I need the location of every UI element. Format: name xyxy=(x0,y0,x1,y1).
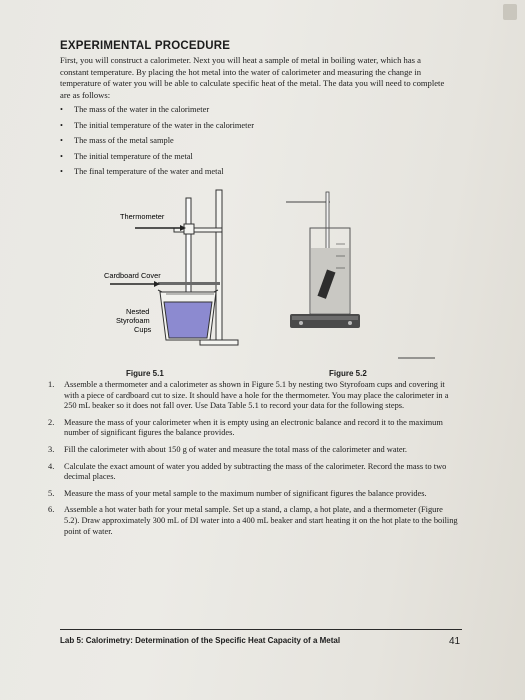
step-text: Calculate the exact amount of water you added by subtracting the mass of the calorimeter. Record the mass to two decimal places. xyxy=(64,461,447,482)
step-number: 1. xyxy=(48,380,55,389)
figure-illustrations xyxy=(100,188,440,370)
step-text: Measure the mass of your metal sample to the maximum number of significant figures the balance provides. xyxy=(64,488,427,498)
list-item: • The mass of the water in the calorimeter xyxy=(60,104,440,115)
data-list xyxy=(60,104,440,182)
page-edge-tab xyxy=(503,4,517,20)
list-item: • The initial temperature of the water in the calorimeter xyxy=(60,120,440,131)
list-item xyxy=(48,505,458,537)
figures xyxy=(100,188,440,370)
label-nested: Nested xyxy=(126,307,150,316)
footer-divider xyxy=(60,629,462,630)
step-number: 5. xyxy=(48,488,55,498)
list-item xyxy=(48,489,458,500)
section-heading: EXPERIMENTAL PROCEDURE xyxy=(60,40,231,52)
step-number: 3. xyxy=(48,444,55,454)
list-item xyxy=(48,445,458,456)
footer-title: Lab 5: Calorimetry: Determination of the Specific Heat Capacity of a Metal xyxy=(60,636,341,645)
list-item: • The final temperature of the water and metal xyxy=(60,166,440,177)
step-text: Assemble a thermometer and a calorimeter as shown in Figure 5.1 by nesting two Styrofoam cups and covering it with a piece of cardboard cut to size. It should have a hole for the thermometer. You may place the calorimeter in a 250 mL beaker so it does not fall over. Use Data Table 5.1 to record your data for the following steps. xyxy=(64,380,449,411)
step-text: Assemble a hot water bath for your metal sample. Set up a stand, a clamp, a hot plate, and a thermometer (Figure 5.2). Draw approximately 300 mL of DI water into a 400 mL beaker and start heating it on the hot plate to the boiling point of water. xyxy=(64,505,458,536)
list-item xyxy=(48,462,458,483)
label-thermometer: Thermometer xyxy=(120,212,165,221)
list-item: • The initial temperature of the metal xyxy=(60,151,440,162)
figure-5-2-drawing xyxy=(286,192,435,358)
intro-paragraph: First, you will construct a calorimeter. Next you will heat a sample of metal in boiling water, which has a constant temperature. By placing the hot metal into the water of calorimeter and measuring the change in temperature of water you will be able to calculate specific heat of the metal. The data you will need to complete are as follows: xyxy=(60,55,445,100)
figure-5-1-drawing xyxy=(104,190,238,345)
list-item: • The mass of the metal sample xyxy=(60,135,440,146)
label-cardboard: Cardboard Cover xyxy=(104,271,161,280)
list-item xyxy=(48,380,458,412)
label-cups: Cups xyxy=(134,325,152,334)
list-item xyxy=(48,418,458,439)
label-styrofoam: Styrofoam xyxy=(116,316,150,325)
step-number: 4. xyxy=(48,461,55,471)
figure-5-2-caption: Figure 5.2 xyxy=(329,369,367,378)
step-text: Measure the mass of your calorimeter when it is empty using an electronic balance and record it to the maximum number of significant figures the balance provides. xyxy=(64,417,443,438)
page-number: 41 xyxy=(449,636,461,647)
step-number: 2. xyxy=(48,417,55,427)
figure-5-1-caption: Figure 5.1 xyxy=(126,369,164,378)
step-text: Fill the calorimeter with about 150 g of water and measure the total mass of the calorimeter and water. xyxy=(64,444,408,454)
step-number: 6. xyxy=(48,505,55,515)
procedure-steps xyxy=(48,380,458,543)
